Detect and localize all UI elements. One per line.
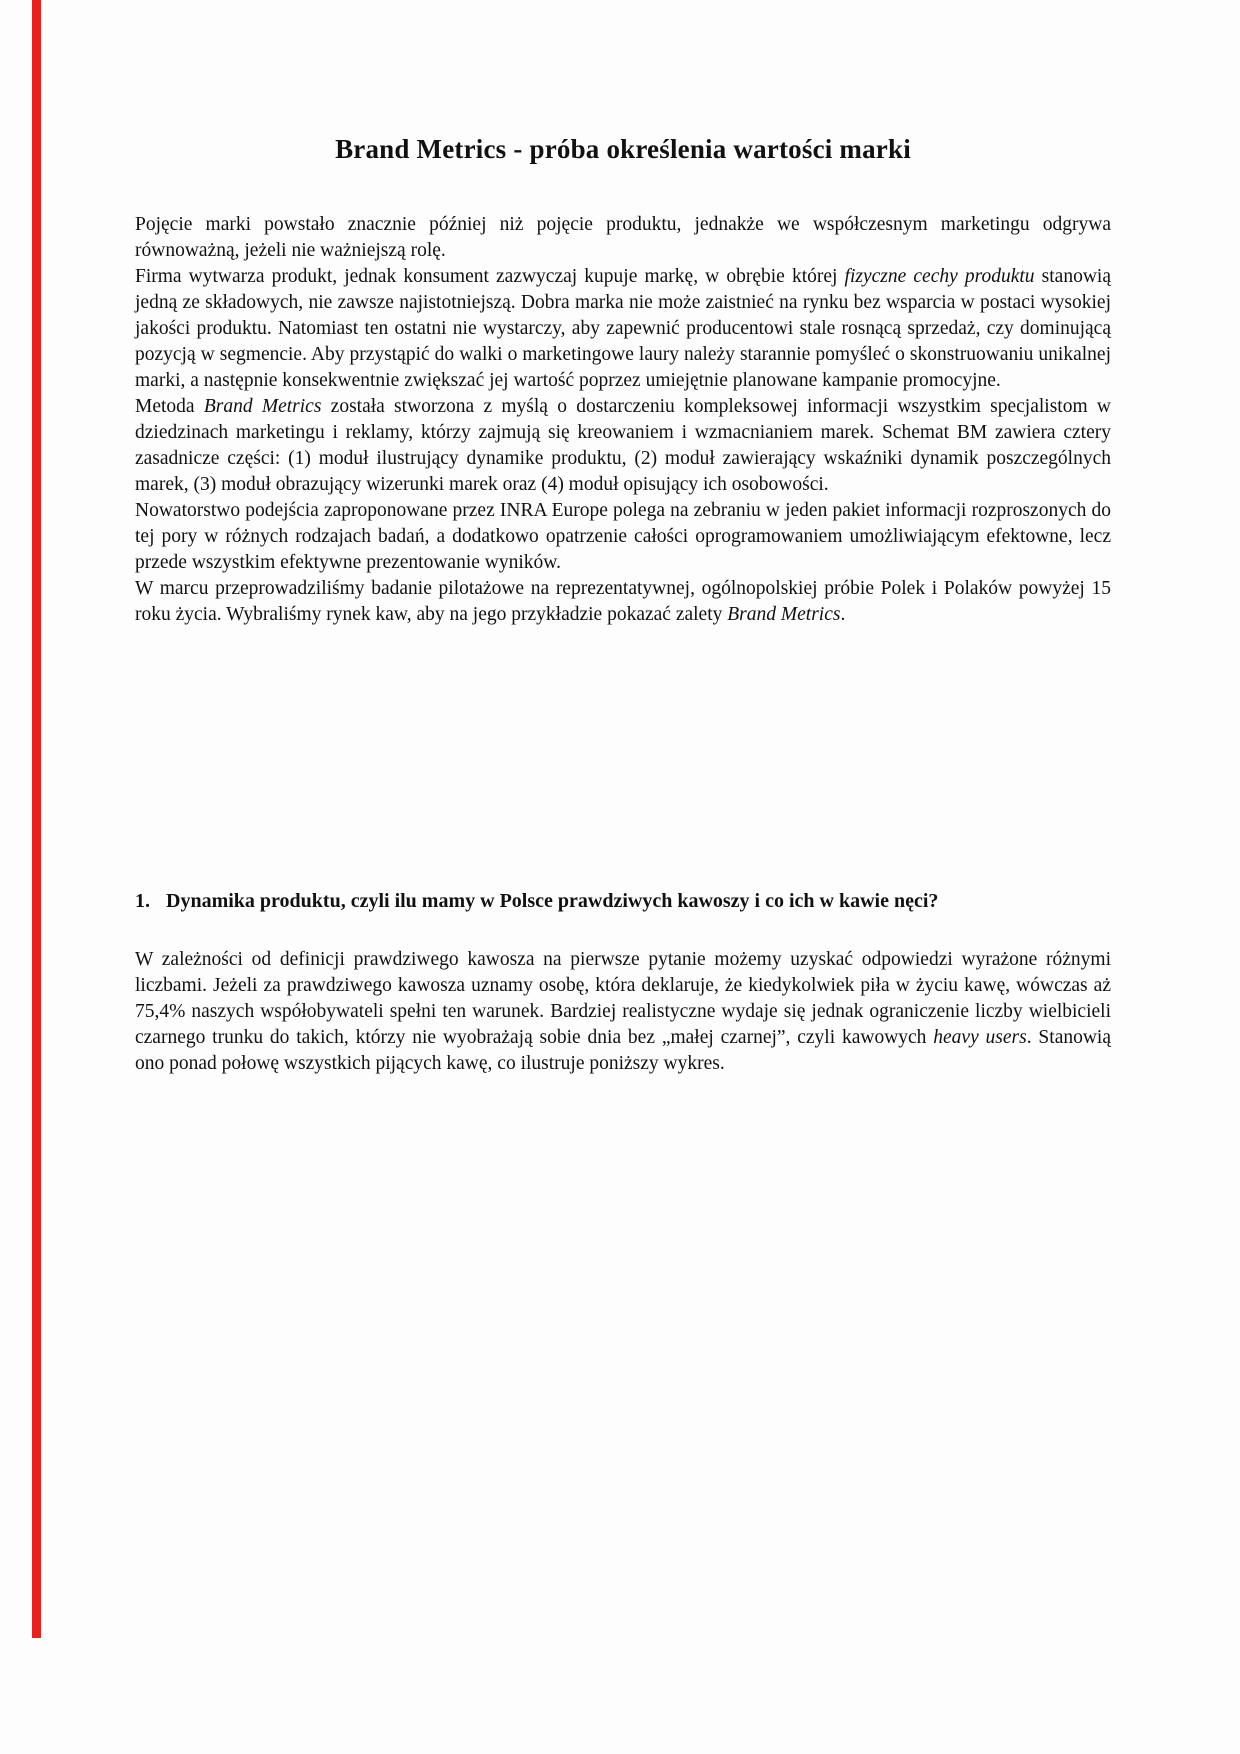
paragraph xyxy=(135,576,1111,628)
section-heading xyxy=(135,886,1111,917)
section-paragraphs xyxy=(135,947,1111,1077)
text-run: stanowią jedną ze składowych, nie zawsze najistotniejszą. Dobra marka nie może zaistnieć na rynku bez wsparcia w postaci wysokiej jakości produktu. Natomiast ten ostatni nie wystarczy, aby zapewnić producentowi stale rosnącą sprzedaż, czy dominującą pozycją w segmencie. Aby przystąpić do walki o marketingowe laury należy starannie pomyśleć o skonstruowaniu unikalnej marki, a następnie konsekwentnie zwiększać jej wartość poprzez umiejętnie planowane kampanie promocyjne. xyxy=(135,266,1111,391)
text-run: Metoda xyxy=(135,396,204,417)
text-run: Firma wytwarza produkt, jednak konsument zazwyczaj kupuje markę, w obrębie której xyxy=(135,266,845,287)
document-title: Brand Metrics - próba określenia wartości marki xyxy=(335,134,911,164)
left-margin-accent-bar xyxy=(32,0,41,1638)
paragraph xyxy=(135,947,1111,1077)
section-heading-text: Dynamika produktu, czyli ilu mamy w Polsce prawdziwych kawoszy i co ich w kawie nęci? xyxy=(166,890,939,912)
section-heading-number: 1. xyxy=(135,890,150,912)
intro-paragraphs xyxy=(135,212,1111,628)
paragraph xyxy=(135,394,1111,498)
emphasized-text: Brand Metrics xyxy=(727,604,841,625)
emphasized-text: fizyczne cechy produktu xyxy=(844,266,1035,287)
document-content xyxy=(135,0,1111,1077)
text-run: Nowatorstwo podejścia zaproponowane przez INRA Europe polega na zebraniu w jeden pakiet informacji rozproszonych do tej pory w różnych rodzajach badań, a dodatkowo opatrzenie całości oprogramowaniem umożliwiającym efektowne, lecz przede wszystkim efektywne prezentowanie wyników. xyxy=(135,500,1111,573)
paragraph xyxy=(135,498,1111,576)
text-run: . xyxy=(840,604,846,625)
paragraph xyxy=(135,264,1111,394)
emphasized-text: Brand Metrics xyxy=(203,396,322,417)
paragraph xyxy=(135,212,1111,264)
text-run: W zależności od definicji prawdziwego kawosza na pierwsze pytanie możemy uzyskać odpowiedzi wyrażone różnymi liczbami. Jeżeli za prawdziwego kawosza uznamy osobę, która deklaruje, że kiedykolwiek piła w życiu kawę, wówczas aż 75,4% naszych współobywateli spełni ten warunek. Bardziej realistyczne wydaje się jednak ograniczenie liczby wielbicieli czarnego trunku do takich, którzy nie wyobrażają sobie dnia bez „małej czarnej”, czyli kawowych xyxy=(135,949,1111,1048)
text-run: . Stanowią ono ponad połowę wszystkich pijących kawę, co ilustruje poniższy wykres. xyxy=(135,1027,1112,1074)
text-run: W marcu przeprowadziliśmy badanie pilotażowe na reprezentatywnej, ogólnopolskiej próbie Polek i Polaków powyżej 15 roku życia. Wybraliśmy rynek kaw, aby na jego przykładzie pokazać zalety xyxy=(135,578,1111,625)
emphasized-text: heavy users xyxy=(933,1027,1027,1048)
text-run: została stworzona z myślą o dostarczeniu kompleksowej informacji wszystkim specjalistom w dziedzinach marketingu i reklamy, którzy zajmują się kreowaniem i wzmacnianiem marek. Schemat BM zawiera cztery zasadnicze części: (1) moduł ilustrujący dynamike produktu, (2) moduł zawierający wskaźniki dynamik poszczególnych marek, (3) moduł obrazujący wizerunki marek oraz (4) moduł opisujący ich osobowości. xyxy=(135,396,1111,495)
text-run: Pojęcie marki powstało znacznie później niż pojęcie produktu, jednakże we współczesnym marketingu odgrywa równoważną, jeżeli nie ważniejszą rolę. xyxy=(135,214,1111,261)
